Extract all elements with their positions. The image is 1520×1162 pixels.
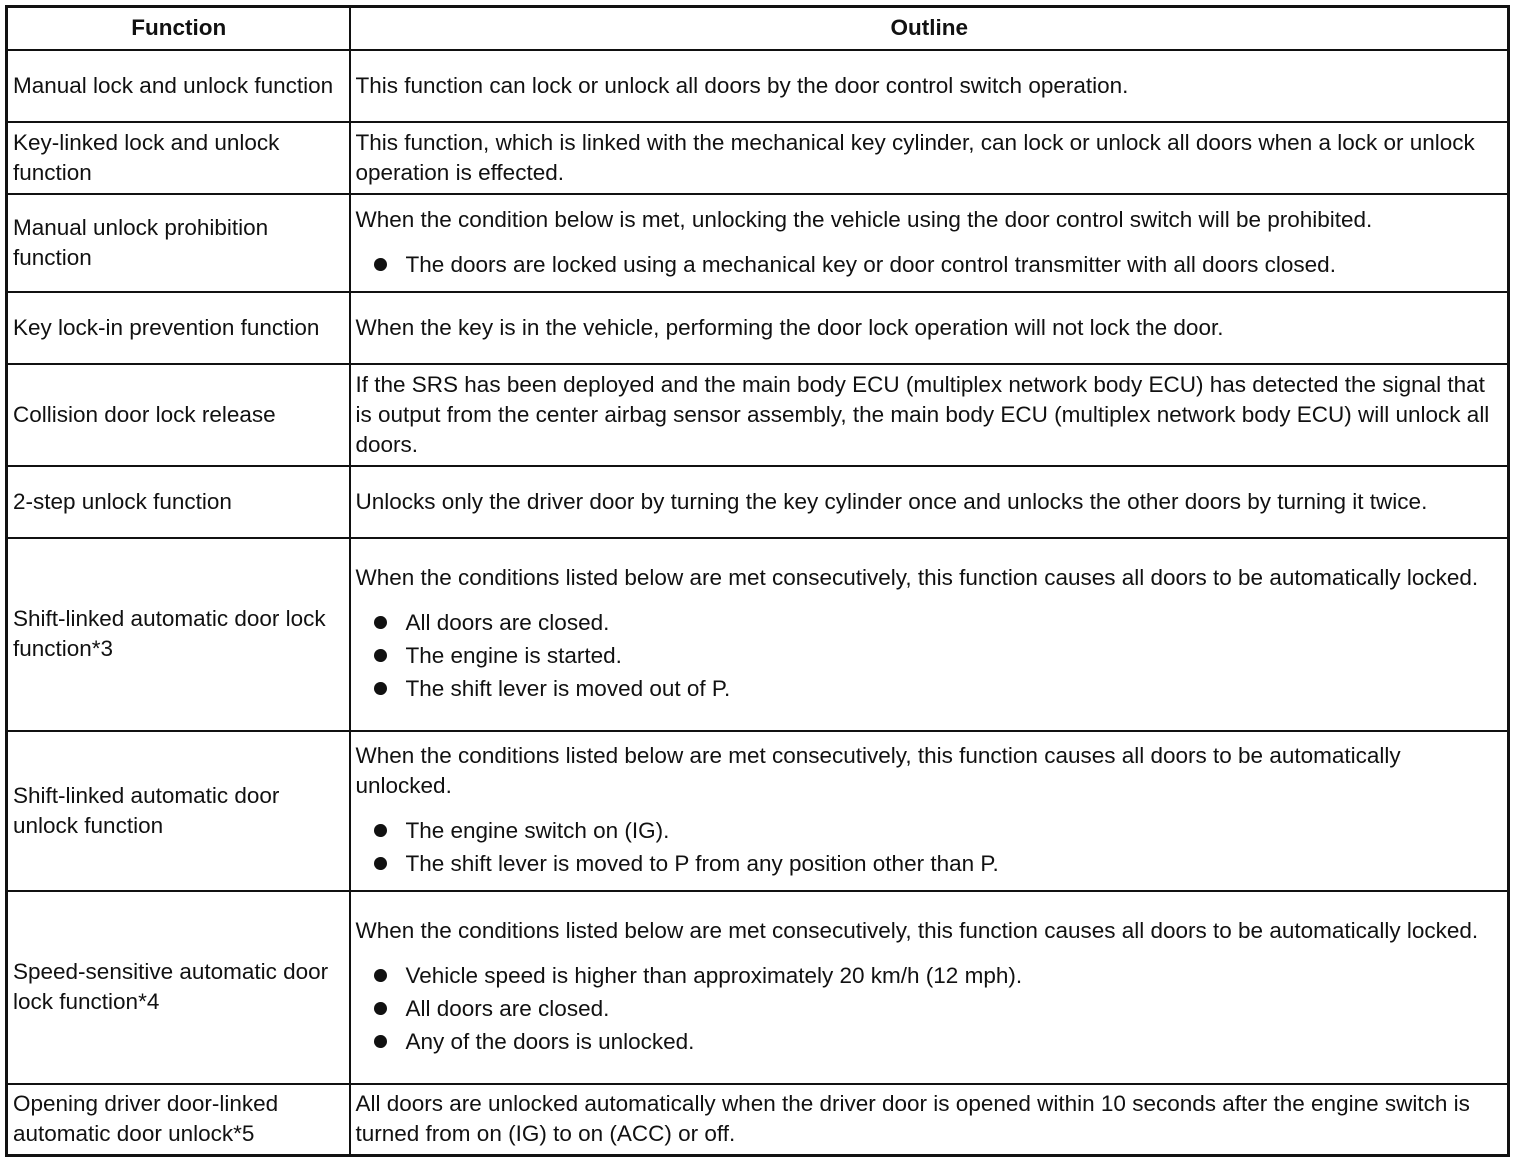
bullet-icon — [374, 824, 387, 837]
outline-text: If the SRS has been deployed and the main body ECU (multiplex network body ECU) has detected the signal that is output from the center airbag sensor assembly, the main body ECU (multiplex network body ECU) will unlock all doors. — [355, 371, 1490, 457]
condition-text: Any of the doors is unlocked. — [405, 1029, 695, 1054]
header-outline: Outline — [350, 7, 1509, 50]
table-row — [7, 1084, 1509, 1156]
condition-list — [356, 248, 1504, 281]
bullet-icon — [374, 1002, 387, 1015]
condition-text: The doors are locked using a mechanical key or door control transmitter with all doors closed. — [405, 251, 1336, 277]
bullet-icon — [374, 857, 387, 870]
outline-cell — [350, 292, 1509, 364]
function-cell: Manual unlock prohibition function — [7, 194, 350, 292]
condition-text: The shift lever is moved out of P. — [405, 676, 731, 701]
outline-text: When the conditions listed below are met consecutively, this function causes all doors to be automatically locked. — [355, 565, 1479, 590]
function-cell: 2-step unlock function — [7, 466, 350, 538]
outline-cell — [350, 364, 1509, 466]
condition-text: The engine switch on (IG). — [405, 818, 670, 843]
bullet-icon — [374, 969, 387, 982]
table-row — [7, 466, 1509, 538]
bullet-icon — [374, 616, 387, 629]
condition-list — [356, 959, 1504, 1058]
header-function: Function — [7, 7, 350, 50]
function-cell: Shift-linked automatic door lock function*3 — [7, 538, 350, 731]
list-item — [356, 1025, 1504, 1058]
header-row — [7, 7, 1509, 50]
table-row — [7, 194, 1509, 292]
list-item — [356, 639, 1504, 672]
outline-cell — [350, 194, 1509, 292]
outline-cell — [350, 891, 1509, 1084]
outline-text: When the key is in the vehicle, performing the door lock operation will not lock the door. — [355, 314, 1224, 340]
bullet-icon — [374, 1035, 387, 1048]
table-row — [7, 731, 1509, 891]
condition-text: All doors are closed. — [405, 610, 610, 635]
function-cell: Opening driver door-linked automatic door unlock*5 — [7, 1084, 350, 1156]
table-row — [7, 891, 1509, 1084]
function-cell: Manual lock and unlock function — [7, 50, 350, 122]
function-cell: Shift-linked automatic door unlock function — [7, 731, 350, 891]
outline-cell — [350, 466, 1509, 538]
list-item — [356, 814, 1504, 847]
list-item — [356, 959, 1504, 992]
outline-cell — [350, 50, 1509, 122]
table-row — [7, 50, 1509, 122]
table-row — [7, 364, 1509, 466]
function-outline-table — [5, 5, 1510, 1157]
condition-text: The shift lever is moved to P from any position other than P. — [405, 851, 999, 876]
outline-text: When the conditions listed below are met consecutively, this function causes all doors to be automatically locked. — [355, 918, 1479, 943]
outline-cell — [350, 1084, 1509, 1156]
table-row — [7, 538, 1509, 731]
outline-text: This function, which is linked with the mechanical key cylinder, can lock or unlock all doors when a lock or unlock operation is effected. — [355, 129, 1475, 185]
table-row — [7, 292, 1509, 364]
outline-cell — [350, 538, 1509, 731]
condition-list — [356, 606, 1504, 705]
function-cell: Speed-sensitive automatic door lock function*4 — [7, 891, 350, 1084]
bullet-icon — [374, 649, 387, 662]
function-cell: Key-linked lock and unlock function — [7, 122, 350, 194]
condition-text: Vehicle speed is higher than approximately 20 km/h (12 mph). — [405, 963, 1023, 988]
condition-text: All doors are closed. — [405, 996, 610, 1021]
list-item — [356, 847, 1504, 880]
table-row — [7, 122, 1509, 194]
list-item — [356, 672, 1504, 705]
condition-list — [356, 814, 1504, 880]
condition-text: The engine is started. — [405, 643, 622, 668]
bullet-icon — [374, 258, 387, 271]
bullet-icon — [374, 682, 387, 695]
list-item — [356, 248, 1504, 281]
outline-text: This function can lock or unlock all doors by the door control switch operation. — [355, 72, 1129, 98]
list-item — [356, 606, 1504, 639]
outline-cell — [350, 122, 1509, 194]
outline-cell — [350, 731, 1509, 891]
outline-text: Unlocks only the driver door by turning the key cylinder once and unlocks the other doors by turning it twice. — [355, 488, 1428, 514]
outline-text: All doors are unlocked automatically when the driver door is opened within 10 seconds after the engine switch is turned from on (IG) to on (ACC) or off. — [355, 1091, 1470, 1147]
list-item — [356, 992, 1504, 1025]
function-cell: Key lock-in prevention function — [7, 292, 350, 364]
outline-text: When the conditions listed below are met consecutively, this function causes all doors to be automatically unlocked. — [355, 743, 1401, 798]
function-cell: Collision door lock release — [7, 364, 350, 466]
outline-text: When the condition below is met, unlocking the vehicle using the door control switch will be prohibited. — [355, 206, 1373, 232]
